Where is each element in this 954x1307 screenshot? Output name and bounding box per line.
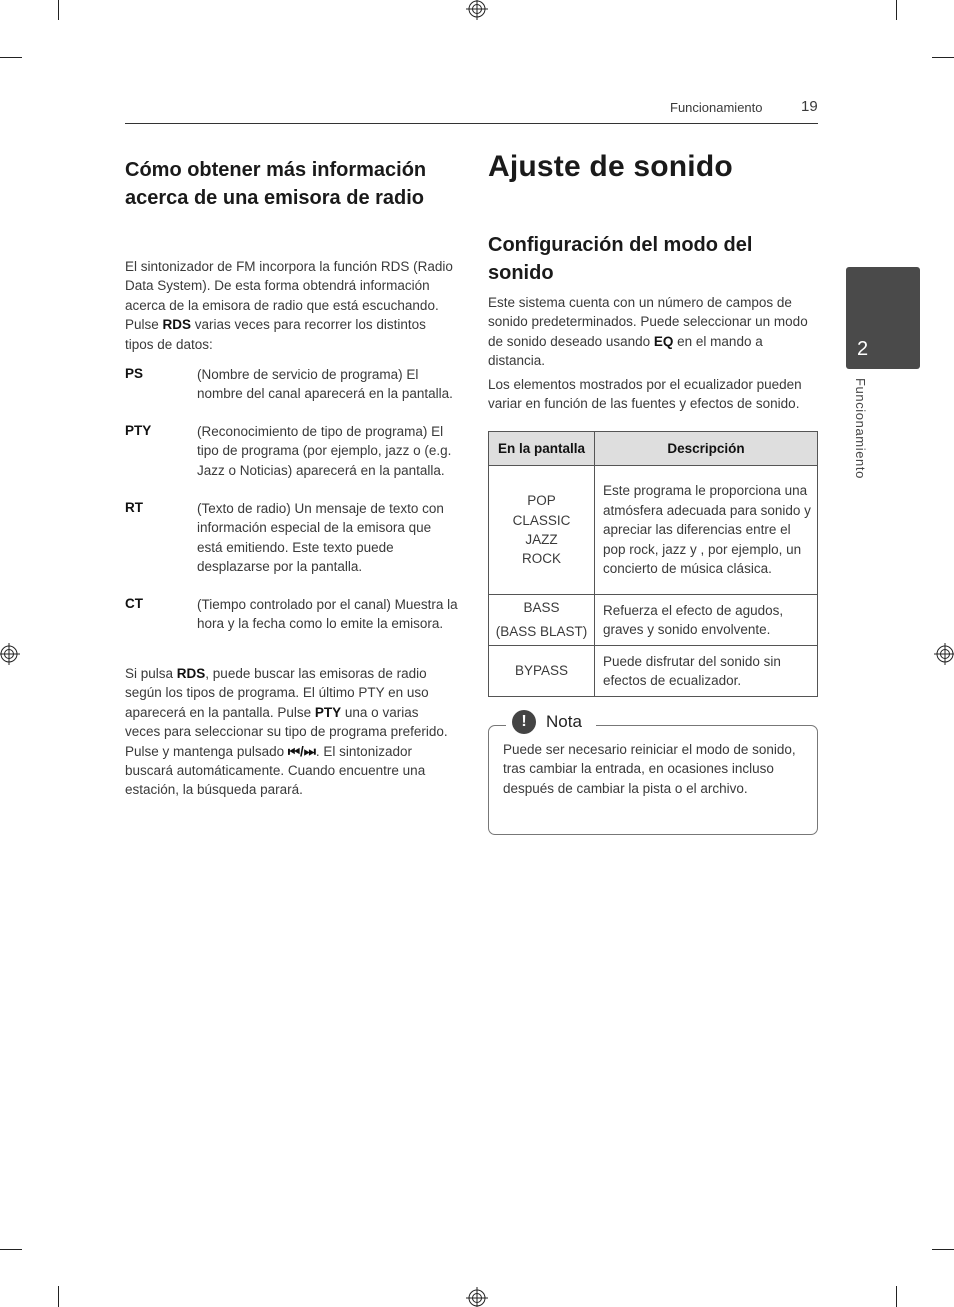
crop-mark — [932, 57, 954, 58]
registration-target-icon — [0, 643, 20, 665]
definition-term: CT — [125, 596, 143, 611]
definition-description: (Nombre de servicio de programa) El nombre del canal aparecerá en la pantalla. — [197, 367, 453, 402]
crop-mark — [896, 0, 897, 20]
table-cell-description: Este programa le proporciona una atmósfera adecuada para sonido y apreciar las diferencias entre el pop rock, jazz y , por ejemplo, un concierto de música clásica. — [595, 466, 818, 595]
running-header-section: Funcionamiento — [670, 100, 763, 115]
section-heading-sound-mode: Configuración del modo del sonido — [488, 234, 753, 284]
table-cell-modes — [489, 466, 595, 595]
chapter-label: Funcionamiento — [853, 378, 868, 479]
table-header: Descripción — [595, 432, 818, 466]
crop-mark — [58, 1286, 59, 1307]
crop-mark — [896, 1286, 897, 1307]
mode-label: CLASSIC — [512, 512, 571, 528]
definition-term: PS — [125, 366, 144, 381]
page-title: Ajuste de sonido — [488, 150, 733, 183]
mode-label: BASS — [523, 600, 560, 615]
mode-label: ROCK — [521, 551, 561, 567]
mode-label: POP — [527, 493, 556, 509]
definition-term: RT — [125, 500, 143, 515]
table-header: En la pantalla — [489, 432, 595, 466]
definition-description: (Texto de radio) Un mensaje de texto con información especial de la emisora que está emitiendo. Este texto puede desplazarse por la pantalla. — [197, 501, 444, 575]
definition-description: (Tiempo controlado por el canal) Muestra la hora y la fecha como lo emite la emisora. — [197, 597, 458, 632]
table-row — [489, 595, 818, 646]
table-row — [489, 466, 818, 595]
table-cell-description: Puede disfrutar del sonido sin efectos de ecualizador. — [595, 646, 818, 697]
registration-target-icon — [466, 1287, 488, 1307]
section-heading-rds: Cómo obtener más información acerca de una emisora de radio — [125, 159, 427, 209]
mode-label: (BASS BLAST) — [495, 624, 588, 639]
table-cell-modes — [489, 646, 595, 697]
exclamation-icon: ! — [512, 710, 536, 734]
note-header — [506, 710, 596, 734]
sound-mode-table — [488, 431, 818, 697]
sound-mode-paragraph: Este sistema cuenta con un número de campos de sonido predeterminados. Puede seleccionar un modo de sonido deseado usando EQ en el mando a distancia. — [488, 295, 808, 369]
page-number: 19 — [801, 98, 818, 115]
note-text: Puede ser necesario reiniciar el modo de sonido, tras cambiar la entrada, en ocasiones incluso después de cambiar la pista o el archivo. — [503, 742, 796, 796]
table-row — [489, 646, 818, 697]
crop-mark — [0, 1249, 22, 1250]
mode-label: JAZZ — [525, 532, 558, 547]
rds-intro-paragraph: El sintonizador de FM incorpora la función RDS (Radio Data System). De esta forma obtendrá información acerca de la emisora de radio que está escuchando. Pulse RDS varias veces para recorrer los distintos tipos de datos: — [125, 259, 453, 352]
equalizer-paragraph: Los elementos mostrados por el ecualizador pueden variar en función de las fuentes y efectos de sonido. — [488, 377, 802, 412]
registration-target-icon — [934, 643, 954, 665]
mode-label: BYPASS — [514, 663, 569, 679]
definition-description: (Reconocimiento de tipo de programa) El tipo de programa (por ejemplo, jazz o (e.g. Jazz o Noticias) aparecerá en la pantalla. — [197, 424, 452, 478]
crop-mark — [0, 57, 22, 58]
rds-closing-paragraph: Si pulsa RDS, puede buscar las emisoras de radio según los tipos de programa. El último PTY en uso aparecerá en la pantalla. Pulse PTY una o varias veces para seleccionar su tipo de programa preferido. Pulse y mantenga pulsado ⏮/⏭. El sintonizador buscará automáticamente. Cuando encuentre una estación, la búsqueda parará. — [125, 666, 448, 798]
registration-target-icon — [466, 0, 488, 20]
header-rule — [125, 123, 818, 124]
note-label: Nota — [546, 712, 582, 731]
table-cell-modes — [489, 595, 595, 646]
table-header-row — [489, 432, 818, 466]
definition-term: PTY — [125, 423, 152, 438]
chapter-number: 2 — [857, 338, 869, 360]
table-cell-description: Refuerza el efecto de agudos, graves y sonido envolvente. — [595, 595, 818, 646]
crop-mark — [58, 0, 59, 20]
crop-mark — [932, 1249, 954, 1250]
